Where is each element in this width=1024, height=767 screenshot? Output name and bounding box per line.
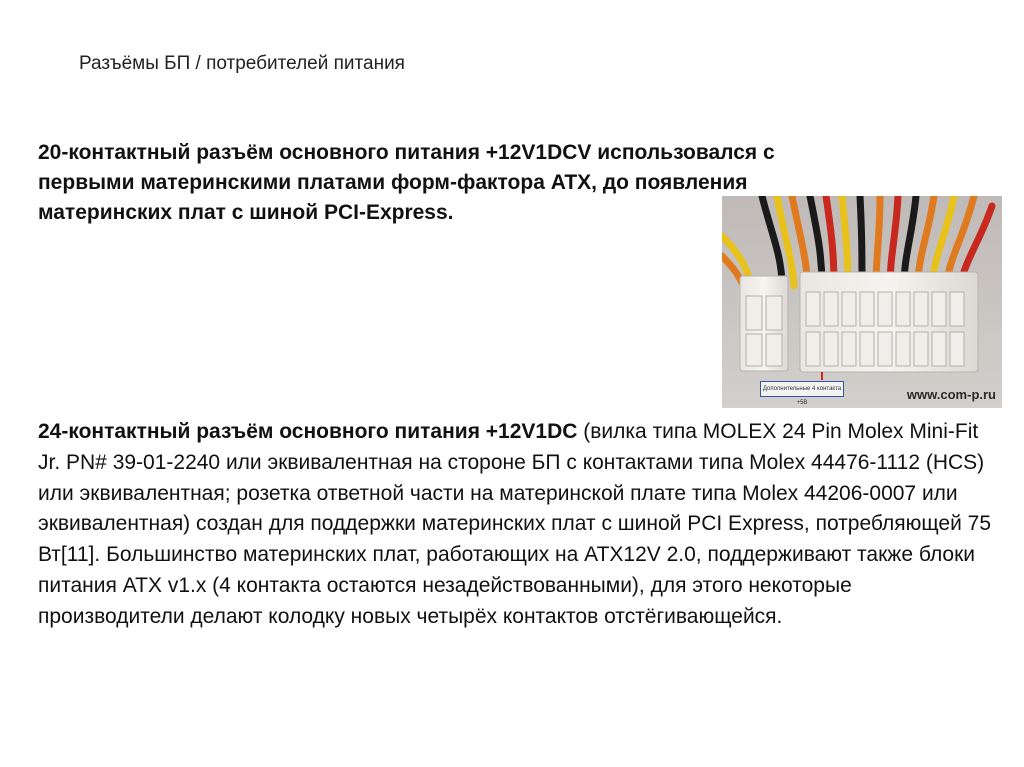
photo-watermark: www.com-p.ru [906,387,996,402]
paragraph-24pin-bold: 24-контактный разъём основного питания +12V1DC [38,420,578,443]
photo-label: Дополнительные 4 контакта +5В [760,381,844,397]
connector-photo [722,196,1002,408]
paragraph-24pin-rest: (вилка типа MOLEX 24 Pin Molex Mini-Fit Jr. PN# 39-01-2240 или эквивалентная на стороне БП с контактами типа Molex 44476-1112 (HCS) или эквивалентная; розетка ответной части на материнской плате типа Molex 44206-0007 или эквивалентная) создан для поддержки материнских плат с шиной PCI Express, потребляющей 75 Вт[11]. Большинство материнских плат, работающих на ATX12V 2.0, поддерживают также блоки питания ATX v1.x (4 контакта остаются незадействованными), для этого некоторые производители делают колодку новых четырёх контактов отстёгивающейся. [38,420,992,628]
slide-title: Разъёмы БП / потребителей питания [79,53,405,74]
paragraph-24pin [38,417,998,633]
paragraph-20pin: 20-контактный разъём основного питания +12V1DCV использовался с первыми материнскими платами форм-фактора ATX, до появления материнских плат с шиной PCI-Express. [38,141,775,224]
connector-illustration [722,196,1002,408]
